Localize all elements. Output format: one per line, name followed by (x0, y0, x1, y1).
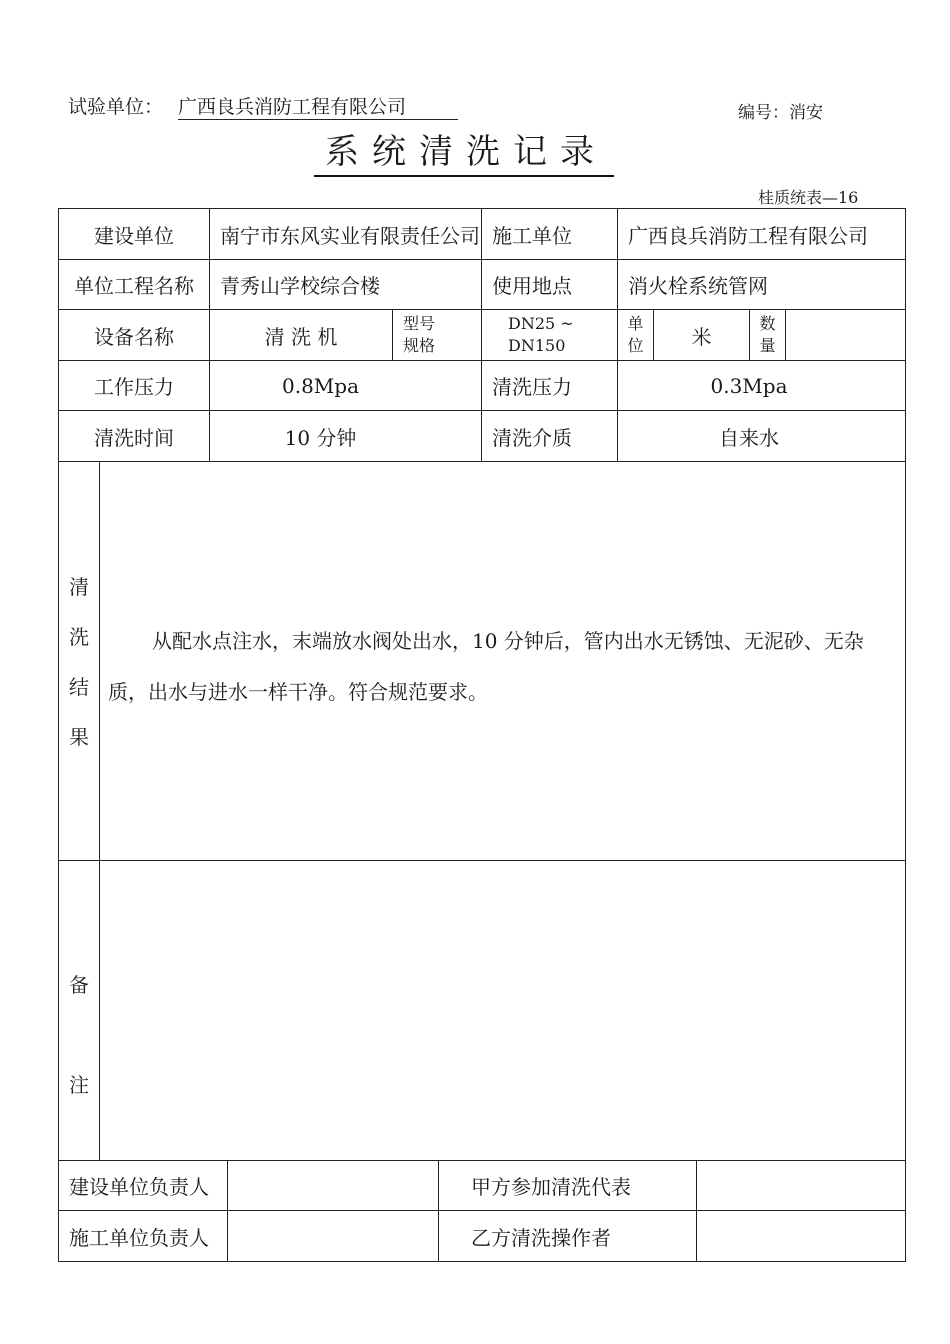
build-unit-value: 南宁市东风实业有限责任公司 (220, 223, 480, 248)
model-value-line1: DN25 ~ (508, 314, 574, 333)
quantity-value (786, 310, 905, 360)
build-unit-label: 建设单位 (94, 223, 174, 248)
form-number: 桂质统表—16 (758, 188, 859, 207)
party-a-value (697, 1161, 905, 1210)
work-pressure-value: 0.8Mpa (281, 373, 359, 398)
equipment-label: 设备名称 (94, 324, 174, 349)
location-label: 使用地点 (492, 274, 572, 298)
result-label-char-4: 果 (69, 725, 89, 749)
unit-underline (178, 119, 458, 120)
clean-pressure-value: 0.3Mpa (710, 373, 788, 398)
party-b-value (697, 1211, 905, 1261)
model-value (482, 310, 617, 360)
project-label: 单位工程名称 (74, 274, 194, 298)
location-value: 消火栓系统管网 (628, 274, 768, 298)
clean-time-label: 清洗时间 (94, 425, 174, 450)
unit-label-line2: 位 (627, 336, 644, 355)
quantity-label-line1: 数 (759, 314, 776, 333)
quantity-label-line2: 量 (759, 336, 776, 355)
construct-lead-label: 施工单位负责人 (69, 1225, 209, 1250)
project-value: 青秀山学校综合楼 (220, 274, 380, 298)
result-label-char-1: 清 (69, 575, 89, 599)
clean-pressure-label: 清洗压力 (492, 375, 572, 399)
remarks-label-char-2: 注 (69, 1073, 89, 1097)
unit-label (618, 310, 653, 360)
test-unit-name: 广西良兵消防工程有限公司 (178, 96, 407, 118)
unit-label-line1: 单 (627, 314, 644, 333)
remarks-text (100, 862, 905, 1160)
build-lead-label: 建设单位负责人 (69, 1175, 209, 1199)
result-label-char-3: 结 (69, 675, 89, 699)
party-a-label: 甲方参加清洗代表 (471, 1175, 631, 1199)
clean-time-value: 10 分钟 (284, 425, 357, 450)
remarks-label-char-1: 备 (69, 973, 89, 997)
work-pressure-label: 工作压力 (94, 375, 174, 399)
model-value-line2: DN150 (508, 336, 566, 355)
result-label-char-2: 洗 (69, 625, 89, 649)
model-label-line1: 型号 (403, 314, 436, 333)
record-code: 编号：消安 (738, 103, 823, 123)
construct-unit-value: 广西良兵消防工程有限公司 (628, 223, 868, 248)
model-label (393, 310, 481, 360)
construct-unit-label: 施工单位 (492, 223, 572, 248)
party-b-label: 乙方清洗操作者 (471, 1225, 611, 1250)
unit-value: 米 (691, 324, 712, 349)
equipment-value: 清 洗 机 (264, 324, 338, 349)
clean-medium-label: 清洗介质 (492, 425, 572, 450)
quantity-label (750, 310, 785, 360)
construct-lead-value (228, 1211, 438, 1261)
build-lead-value (228, 1161, 438, 1210)
title-underline (314, 175, 614, 177)
model-label-line2: 规格 (403, 336, 436, 355)
clean-medium-value: 自来水 (719, 425, 779, 450)
test-unit-label: 试验单位： (68, 96, 164, 118)
result-text: 从配水点注水，末端放水阀处出水，10 分钟后，管内出水无锈蚀、无泥砂、无杂质，出水与进水一样干净。符合规范要求。 (108, 629, 864, 704)
page-title: 系统清洗记录 (325, 132, 607, 172)
